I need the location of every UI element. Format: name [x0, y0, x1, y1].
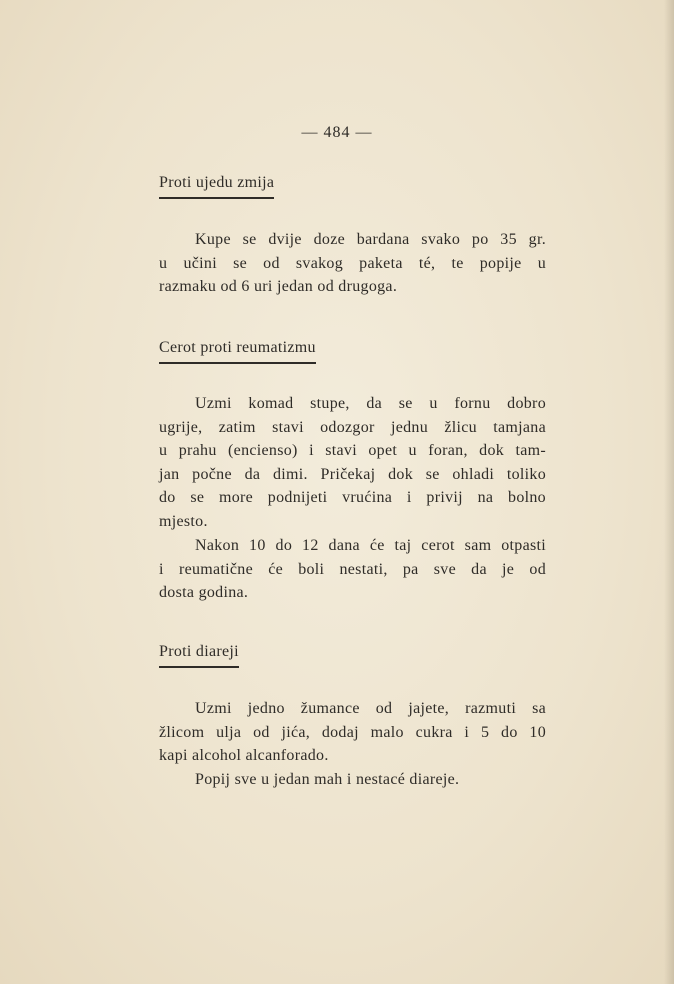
section-heading-snakebite — [159, 174, 274, 199]
text-line: dosta godina. — [159, 584, 249, 601]
text-line: u učini se od svakog paketa té, te popije u — [159, 254, 546, 272]
text-line: mjesto. — [159, 512, 208, 530]
heading-text: Proti ujedu zmija — [159, 174, 275, 191]
text-line: do se more podnijeti vrućina i privij na bolno — [159, 489, 546, 506]
text-line: Popij sve u jedan mah i nestacé diareje. — [195, 771, 460, 788]
paragraph — [159, 392, 546, 533]
paragraph — [159, 697, 546, 768]
heading-underline — [159, 666, 239, 668]
text-line: i reumatične će boli nestati, pa sve da je od — [159, 560, 546, 578]
section-heading-rheumatism — [159, 339, 316, 364]
page-edge-shadow — [664, 0, 674, 984]
text-line: u prahu (encienso) i stavi opet u foran, dok tam- — [159, 442, 546, 459]
text-line: ugrije, zatim stavi odozgor jednu žlicu tamjana — [159, 418, 546, 436]
text-line: žlicom ulja od jića, dodaj malo cukra i 5 do 10 — [159, 723, 546, 741]
heading-text: Proti diareji — [159, 643, 239, 660]
text-line: jan počne da dimi. Pričekaj dok se ohladi toliko — [159, 465, 546, 483]
text-line: Uzmi komad stupe, da se u fornu dobro — [195, 395, 546, 412]
heading-underline — [159, 197, 274, 199]
heading-text: Cerot proti reumatizmu — [159, 339, 316, 356]
text-line: kapi alcohol alcanforado. — [159, 747, 329, 764]
text-line: Nakon 10 do 12 dana će taj cerot sam otpasti — [195, 537, 546, 554]
text-line: razmaku od 6 uri jedan od drugoga. — [159, 278, 398, 295]
heading-underline — [159, 362, 316, 364]
section-heading-diarrhea — [159, 643, 239, 668]
paragraph — [159, 534, 546, 605]
text-line: Uzmi jedno žumance od jajete, razmuti sa — [195, 700, 546, 717]
paragraph — [159, 768, 546, 792]
paragraph — [159, 228, 546, 299]
page-number: — 484 — — [301, 124, 373, 141]
text-line: Kupe se dvije doze bardana svako po 35 gr. — [195, 231, 546, 248]
